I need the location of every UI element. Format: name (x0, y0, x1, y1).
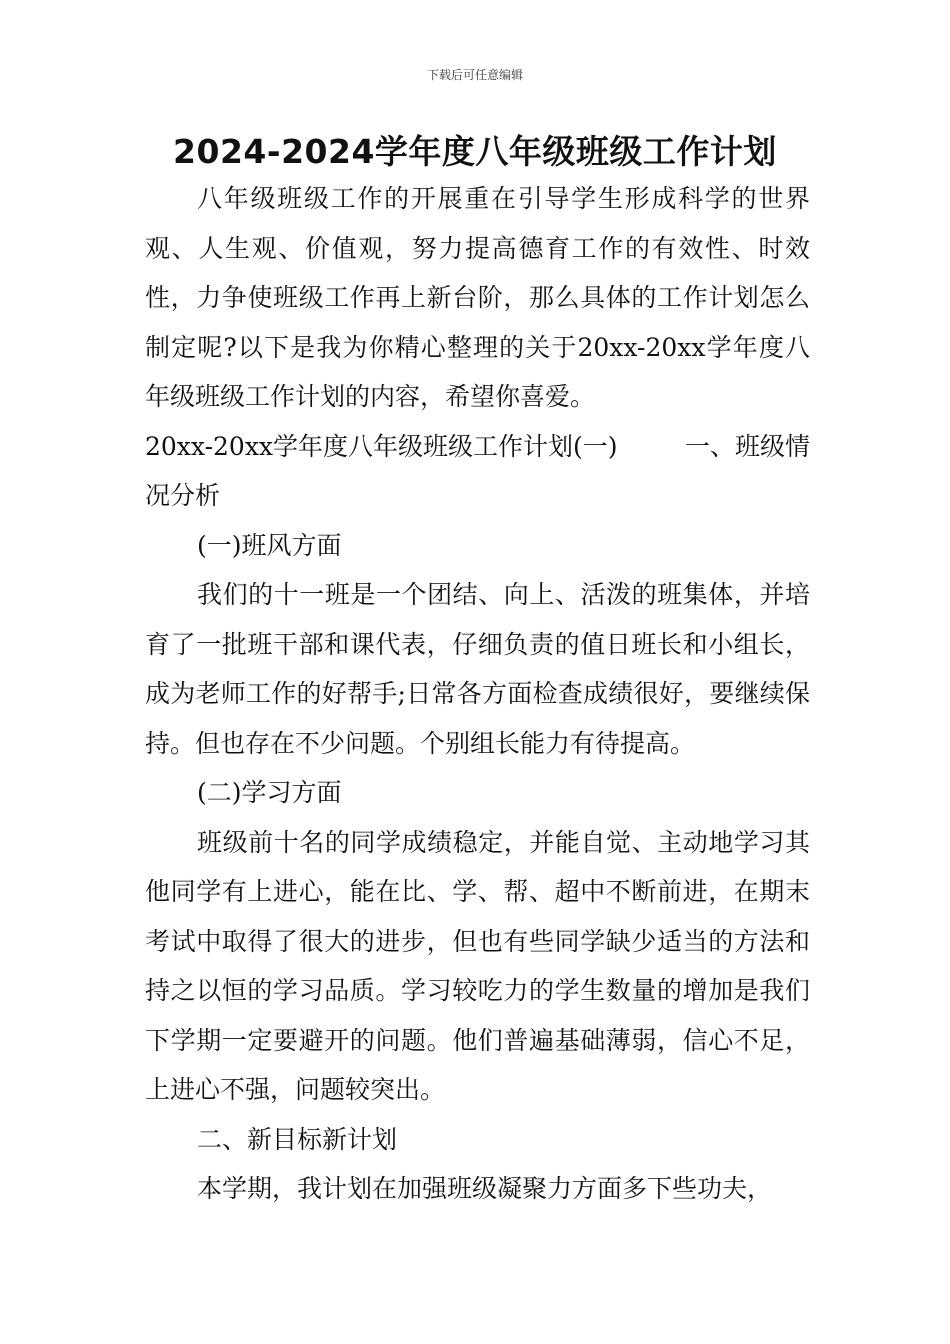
section-heading-left: 20xx-20xx学年度八年级班级工作计划(一) (145, 431, 618, 461)
document-body (145, 174, 810, 1214)
subsection-heading-class-style: (一)班风方面 (197, 530, 342, 560)
section-heading-right: 一、班级情 (684, 431, 810, 461)
study-paragraph: 班级前十名的同学成绩稳定，并能自觉、主动地学习其他同学有上进心，能在比、学、帮、超中不断前进，在期末考试中取得了很大的进步，但也有些同学缺少适当的方法和持之以恒的学习品质。学习较吃力的学生数量的增加是我们下学期一定要避开的问题。他们普遍基础薄弱，信心不足，上进心不强，问题较突出。 (145, 827, 810, 1104)
document-title: 2024-2024学年度八年级班级工作计划 (173, 132, 777, 171)
section-heading-continued: 况分析 (145, 481, 221, 510)
header-note: 下载后可任意编辑 (426, 68, 523, 82)
class-style-paragraph: 我们的十一班是一个团结、向上、活泼的班集体，并培育了一批班干部和课代表，仔细负责的值日班长和小组长，成为老师工作的好帮手;日常各方面检查成绩很好，要继续保持。但也存在不少问题。个别组长能力有待提高。 (145, 580, 810, 758)
subsection-heading-study: (二)学习方面 (197, 778, 342, 807)
section-heading-line (145, 422, 810, 472)
new-goals-paragraph: 本学期，我计划在加强班级凝聚力方面多下些功夫， (197, 1174, 773, 1203)
intro-paragraph: 八年级班级工作的开展重在引导学生形成科学的世界观、人生观、价值观，努力提高德育工作的有效性、时效性，力争使班级工作再上新台阶，那么具体的工作计划怎么制定呢?以下是我为你精心整理的关于20xx-20xx学年度八年级班级工作计划的内容，希望你喜爱。 (145, 184, 810, 411)
section-heading-new-goals: 二、新目标新计划 (197, 1124, 398, 1154)
